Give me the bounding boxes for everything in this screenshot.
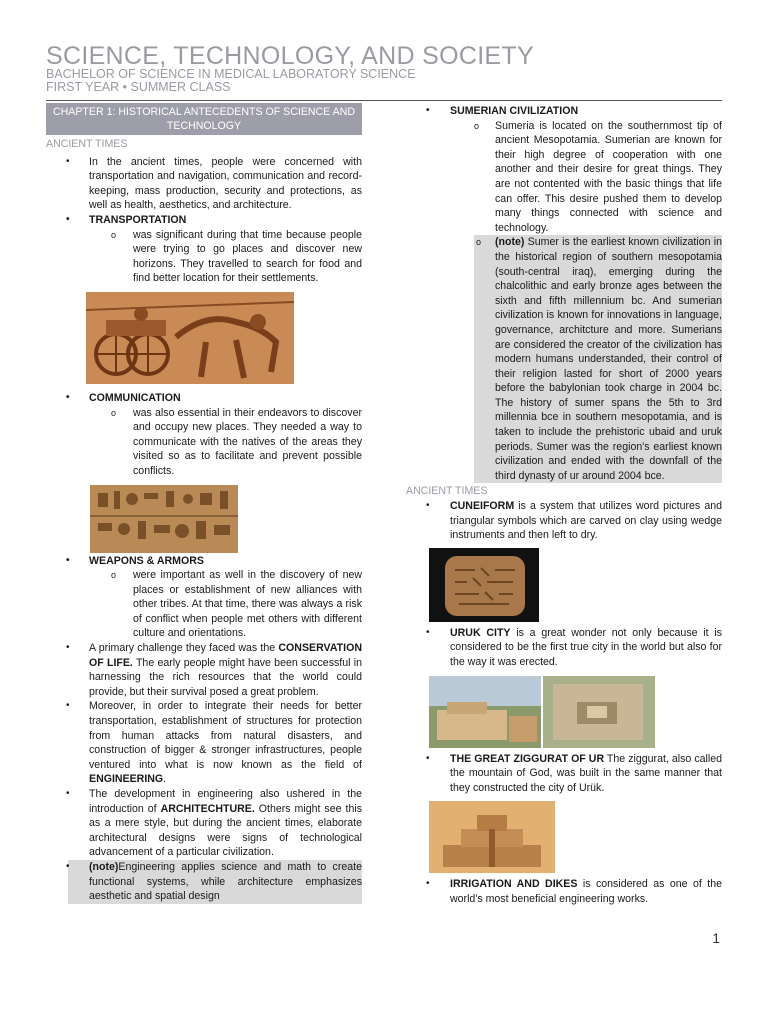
sub-bullet-icon: o: [111, 229, 117, 240]
sub-bullet-icon: o: [474, 120, 480, 131]
hieroglyphs-image: [90, 485, 238, 553]
section-heading-ancient-times-2: ANCIENT TIMES: [406, 485, 488, 498]
bullet-irrigation-and-dikes: • IRRIGATION AND DIKES is considered as one of the world's most beneficial engineering works.: [426, 878, 722, 905]
bullet-transportation: • TRANSPORTATION: [66, 213, 187, 226]
bullet-icon: •: [66, 391, 70, 403]
document-subtitle-program: BACHELOR OF SCIENCE IN MEDICAL LABORATORY SCIENCE: [46, 67, 416, 81]
sub-bullet-icon: o: [111, 570, 117, 581]
uruk-images: [429, 676, 722, 748]
chapter-heading: CHAPTER 1: HISTORICAL ANTECEDENTS OF SCIENCE AND TECHNOLOGY: [46, 103, 362, 135]
bullet-icon: •: [66, 554, 70, 566]
bullet-communication: • COMMUNICATION: [66, 391, 181, 404]
bullet-conservation-of-life: • A primary challenge they faced was the CONSERVATION OF LIFE. The early people might have been successful in harnessing the rich resources that the world could provide, but their survival posed a great problem.: [66, 642, 362, 698]
ziggurat-image: [429, 801, 555, 873]
sub-bullet-sumeria: o Sumeria is located on the southernmost tip of ancient Mesopotamia. Sumerian are known for their high degree of cooperation with one another and their desire for great things. They are not contented with the basic things that life can offer. This desire pushed them to develop many things connected with science and technology.: [474, 119, 722, 234]
left-column: [46, 103, 362, 904]
bullet-icon: •: [66, 860, 70, 872]
cuneiform-tablet-image: [429, 548, 539, 622]
right-column: [406, 104, 722, 907]
bullet-icon: •: [426, 752, 430, 764]
header-divider: [46, 100, 722, 101]
bullet-great-ziggurat-of-ur: • THE GREAT ZIGGURAT OF UR The ziggurat, also called the mountain of God, was built in the same manner that they constructed the city of Urük.: [426, 752, 722, 794]
bullet-icon: •: [426, 500, 430, 512]
bullet-engineering: • Moreover, in order to integrate their needs for better transportation, establishment of structures for protection from human attacks from natural disasters, and construction of bigger & stronger infrastructures, people ventured into what is now known as the field of ENGINEERING.: [66, 700, 362, 786]
chariot-relief-image: [86, 292, 294, 384]
sub-bullet-communication: o was also essential in their endeavors to discover and occupy new places. They needed a way to communicate with the natives of the areas they visited so as to facilitate and prevent possible conflicts.: [111, 406, 362, 477]
bullet-intro: • In the ancient times, people were concerned with transportation and navigation, communication and record-keeping, mass production, security and protections, as well as health, aesthetics, and architecture.: [66, 155, 362, 212]
document-title: SCIENCE, TECHNOLOGY, AND SOCIETY: [46, 42, 534, 70]
page-number: 1: [712, 930, 720, 946]
note-sumer: o (note) Sumer is the earliest known civilization in the historical region of southern mesopotamia (south-central iraq), emerging during the chalcolithic and early bronze ages between the sixth and fifth millennium bc. And sumerian civilization is known for innovations in language, governance, architcture and more. Sumerians are considered the creator of the civilization has modern humans understanded, their control of their religion lasted for short of 2000 years before the babylonian took charge in 2004 bc. The history of sumer spans the 5th to 3rd millennia bce in southern mesopotamia, and is taken to include the prehistoric ubaid and uruk periods. Sumer was the region's earliest known civilization and ended with the downfall of the third dynasty of ur around 2004 bce.: [476, 236, 722, 482]
section-heading-ancient-times: ANCIENT TIMES: [46, 138, 128, 150]
bullet-weapons-armors: • WEAPONS & ARMORS: [66, 554, 204, 567]
sub-bullet-weapons: o were important as well in the discovery of new places or establishment of new alliances with other tribes. At that time, there was always a risk of conflict when people met others with different culture and orientations.: [111, 569, 362, 640]
sub-bullet-icon: o: [111, 407, 117, 418]
uruk-aerial-image: [543, 676, 655, 748]
bullet-icon: •: [426, 626, 430, 638]
bullet-icon: •: [66, 213, 70, 225]
bullet-cuneiform: • CUNEIFORM is a system that utilizes word pictures and triangular symbols which are carved on clay using wedge instruments and then left to dry.: [426, 500, 722, 542]
bullet-icon: •: [66, 642, 70, 654]
bullet-icon: •: [66, 155, 70, 167]
sub-bullet-transportation: o was significant during that time because people were trying to go places and discover new horizons. They travelled to search for food and find better location for their settlements.: [111, 228, 362, 285]
note-engineering-vs-architecture: • (note)Engineering applies science and math to create functional systems, while architecture emphasizes aesthetic and spatial design: [66, 860, 362, 903]
sub-bullet-icon: o: [476, 237, 482, 248]
bullet-uruk-city: • URUK CITY is a great wonder not only because it is considered to be the first true city in the world but also for the way it was erected.: [426, 626, 722, 668]
bullet-sumerian-civilization: • SUMERIAN CIVILIZATION: [426, 105, 579, 117]
bullet-icon: •: [66, 788, 70, 799]
bullet-icon: •: [66, 700, 70, 712]
bullet-architecture: • The development in engineering also ushered in the introduction of ARCHITECHTURE. Others might see this as a mere style, but during the ancient times, elaborate architectural designs were signs of technological advancement of a particular civilization.: [66, 788, 362, 859]
uruk-city-image: [429, 676, 541, 748]
bullet-icon: •: [426, 105, 430, 116]
document-subtitle-year: FIRST YEAR • SUMMER CLASS: [46, 80, 231, 94]
bullet-icon: •: [426, 878, 430, 890]
